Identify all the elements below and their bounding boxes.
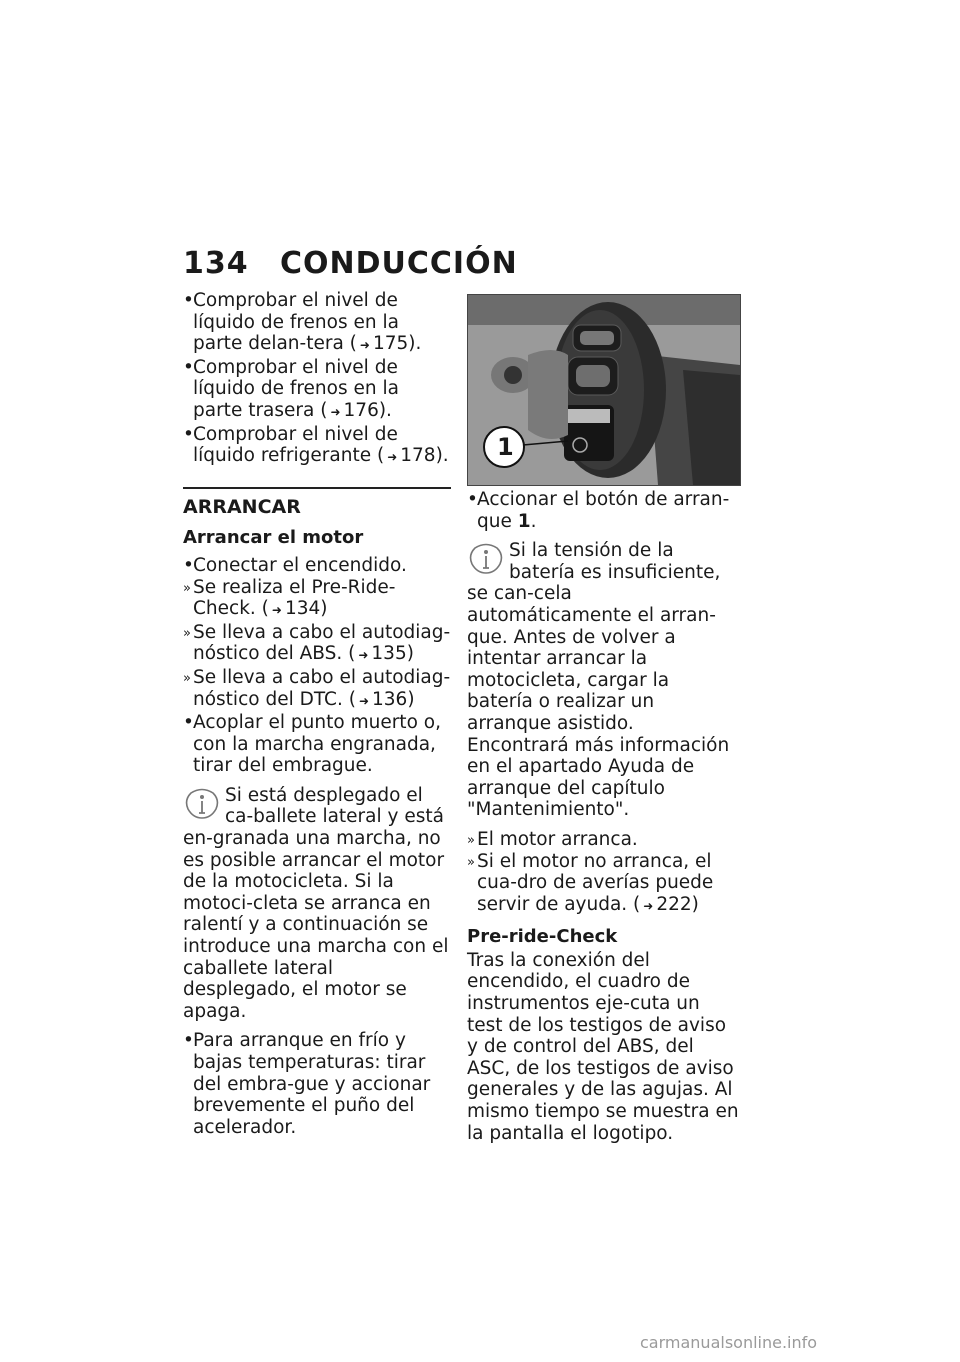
section-divider (183, 487, 451, 489)
note-battery: Si la tensión de la batería es insuficiente, se can-cela automáticamente el arran-que. Antes de volver a intentar arrancar la motocicleta, cargar la batería o realizar un arranque asistido. Encontrará más información en el apartado Ayuda de arranque del capítulo "Mantenimiento". (467, 540, 739, 821)
step-neutral: • Acoplar el punto muerto o, con la marcha engranada, tirar del embrague. (183, 712, 451, 777)
page-header (183, 246, 783, 286)
page-ref[interactable]: 175 (372, 333, 409, 355)
subsection-heading: Arrancar el motor (183, 527, 364, 549)
info-icon (467, 542, 505, 576)
info-icon (183, 787, 221, 821)
page-ref[interactable]: 136 (372, 688, 408, 710)
page-ref-arrow-icon: ➜ (387, 450, 398, 465)
page-ref[interactable]: 134 (284, 598, 321, 620)
page-ref-arrow-icon: ➜ (643, 898, 654, 913)
note-sidestand: Si está desplegado el ca-ballete lateral y está en-granada una marcha, no es posible arrancar el motor de la motocicleta. Si la motoci-cleta se arranca en ralentí y a continuación se introduce una marcha con el caballete lateral desplegado, el motor se apaga. (183, 784, 449, 1022)
result-abs: » Se lleva a cabo el autodiag-nóstico del ABS. ( ➜ 135) (183, 622, 451, 667)
step-start-button: • Accionar el botón de arran-que 1. (467, 489, 739, 532)
step-cold-start: • Para arranque en frío y bajas temperaturas: tirar del embra-gue y accionar brevemente el puño del acelerador. (183, 1030, 451, 1138)
result-dtc: » Se lleva a cabo el autodiag-nóstico del DTC. ( ➜ 136) (183, 667, 451, 712)
page-ref-arrow-icon: ➜ (271, 603, 282, 618)
result-engine-starts: » El motor arranca. (467, 829, 739, 851)
page-ref[interactable]: 135 (371, 643, 407, 665)
result-prc: » Se realiza el Pre-Ride-Check. ( ➜ 134) (183, 577, 451, 622)
callout-1: 1 (497, 433, 514, 461)
right-column (467, 489, 739, 1144)
chapter-title: CONDUCCIÓN (280, 246, 518, 281)
prc-heading: Pre-ride-Check (467, 926, 618, 948)
page-ref[interactable]: 178 (400, 445, 436, 467)
page-ref-arrow-icon: ➜ (358, 648, 369, 663)
page-ref[interactable]: 222 (656, 893, 692, 915)
watermark: carmanualsonline.info (640, 1333, 818, 1352)
check-item-front-brake: • Comprobar el nivel de líquido de frenos en la parte delan-tera ( ➜ 175). (183, 290, 451, 357)
page-ref-arrow-icon: ➜ (359, 338, 370, 353)
section-heading: ARRANCAR (183, 495, 301, 518)
page-ref-arrow-icon: ➜ (330, 404, 341, 419)
result-engine-fails: » Si el motor no arranca, el cua-dro de averías puede servir de ayuda. ( ➜ 222) (467, 851, 739, 918)
prc-body: Tras la conexión del encendido, el cuadro de instrumentos eje-cuta un test de los testigos de aviso y de control del ABS, del ASC, de los testigos de aviso generales y de las agujas. Al mismo tiempo se muestra en la pantalla el logotipo. (467, 949, 739, 1144)
check-item-coolant: • Comprobar el nivel de líquido refrigerante ( ➜ 178). (183, 424, 451, 469)
step-ignition: • Conectar el encendido. (183, 555, 451, 577)
note-battery-more: Encontrará más información en el apartado Ayuda de arranque del capítulo "Mantenimiento". (467, 734, 730, 821)
page-ref-arrow-icon: ➜ (358, 693, 370, 708)
check-item-rear-brake: • Comprobar el nivel de líquido de frenos en la parte trasera ( ➜ 176). (183, 357, 451, 424)
left-column (183, 290, 451, 1138)
page-ref[interactable]: 176 (343, 399, 379, 421)
page-number: 134 (183, 246, 249, 281)
